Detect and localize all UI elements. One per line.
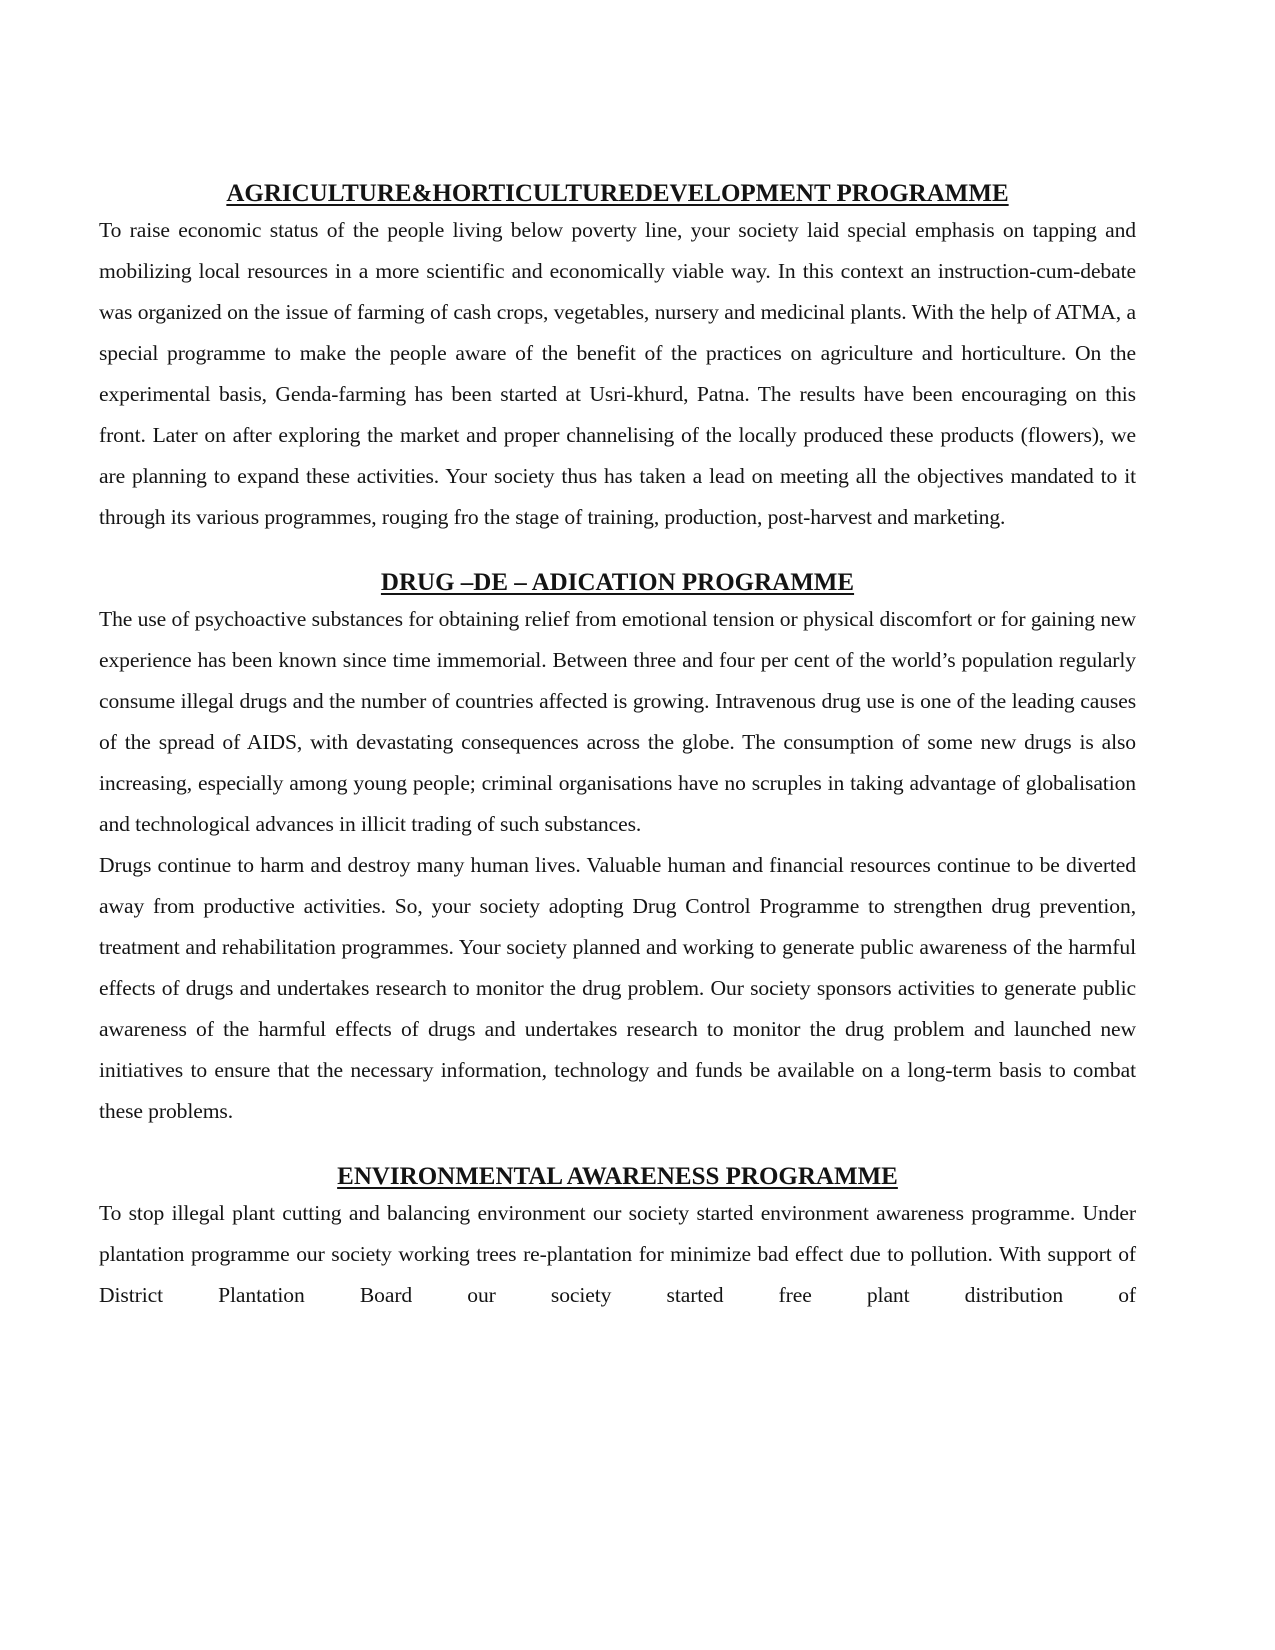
section-heading: AGRICULTURE&HORTICULTUREDEVELOPMENT PROGRAMME <box>226 180 1009 207</box>
paragraph: Drugs continue to harm and destroy many human lives. Valuable human and financial resources continue to be diverted away from productive activities. So, your society adopting Drug Control Programme to strengthen drug prevention, treatment and rehabilitation programmes. Your society planned and working to generate public awareness of the harmful effects of drugs and undertakes research to monitor the drug problem. Our society sponsors activities to generate public awareness of the harmful effects of drugs and undertakes research to monitor the drug problem and launched new initiatives to ensure that the necessary information, technology and funds be available on a long-term basis to combat these problems. <box>99 853 1136 1123</box>
section-heading: ENVIRONMENTAL AWARENESS PROGRAMME <box>337 1163 898 1190</box>
section-heading: DRUG –DE – ADICATION PROGRAMME <box>380 569 855 596</box>
paragraph: To raise economic status of the people living below poverty line, your society laid special emphasis on tapping and mobilizing local resources in a more scientific and economically viable way. In this context an instruction-cum-debate was organized on the issue of farming of cash crops, vegetables, nursery and medicinal plants. With the help of ATMA, a special programme to make the people aware of the benefit of the practices on agriculture and horticulture. On the experimental basis, Genda-farming has been started at Usri-khurd, Patna. The results have been encouraging on this front. Later on after exploring the market and proper channelising of the locally produced these products (flowers), we are planning to expand these activities. Your society thus has taken a lead on meeting all the objectives mandated to it through its various programmes, rouging fro the stage of training, production, post-harvest and marketing. <box>99 218 1136 529</box>
document-page <box>99 178 1136 1316</box>
section-agriculture <box>99 178 1136 538</box>
paragraph: The use of psychoactive substances for obtaining relief from emotional tension or physical discomfort or for gaining new experience has been known since time immemorial. Between three and four per cent of the world’s population regularly consume illegal drugs and the number of countries affected is growing. Intravenous drug use is one of the leading causes of the spread of AIDS, with devastating consequences across the globe. The consumption of some new drugs is also increasing, especially among young people; criminal organisations have no scruples in taking advantage of globalisation and technological advances in illicit trading of such substances. <box>99 607 1136 836</box>
section-environmental-awareness <box>99 1161 1136 1316</box>
section-drug-de-addiction <box>99 567 1136 1132</box>
paragraph: To stop illegal plant cutting and balancing environment our society started environment awareness programme. Under plantation programme our society working trees re-plantation for minimize bad effect due to pollution. With support of District Plantation Board our society started free plant distribution of <box>99 1201 1136 1307</box>
